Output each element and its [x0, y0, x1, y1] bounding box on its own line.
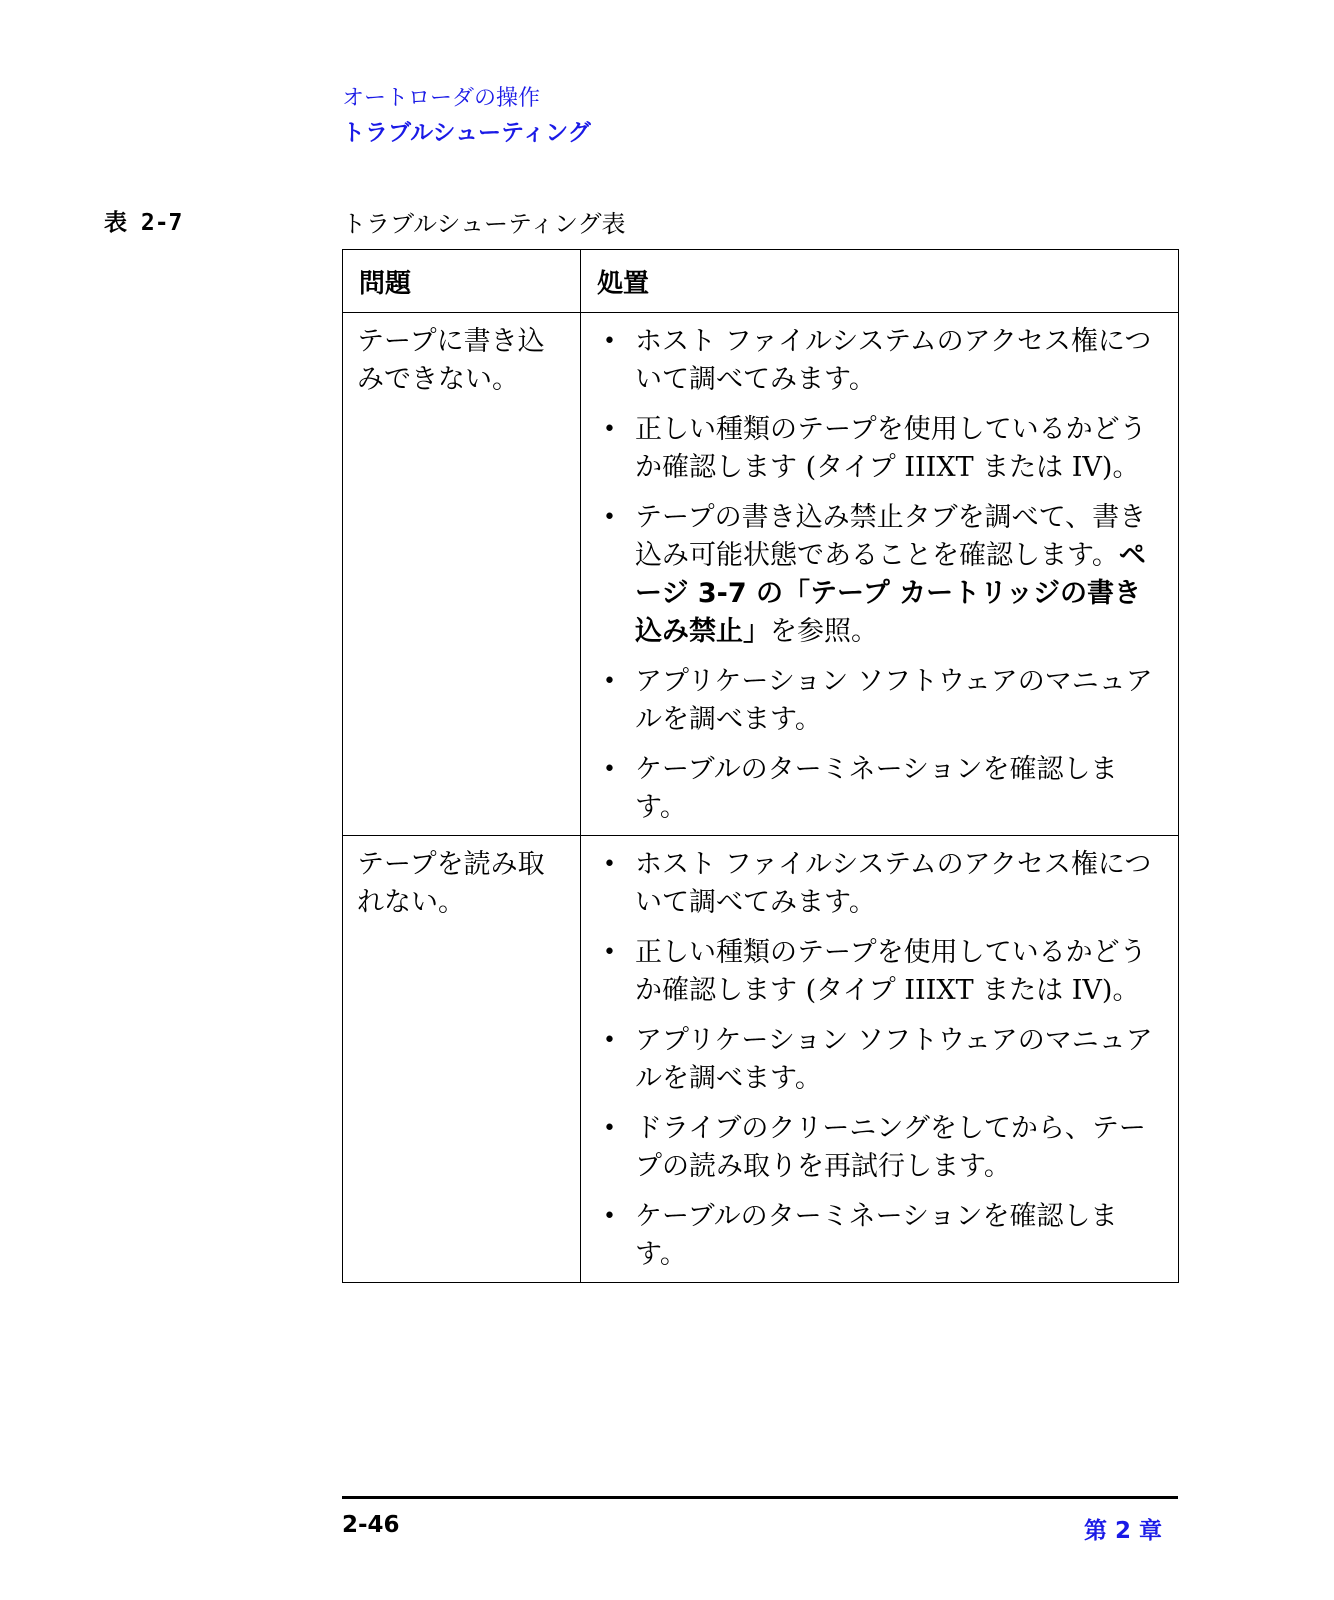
action-column-header: 処置 [581, 250, 1179, 313]
bullet-icon: • [603, 505, 616, 530]
bullet-icon: • [603, 1116, 616, 1141]
chapter-title[interactable]: オートローダの操作 [342, 86, 541, 111]
action-text: ホスト ファイルシステムのアクセス権について調べてみます。 [635, 326, 1152, 395]
cross-reference-link[interactable]: ページ 3-7 の「テープ カートリッジの書き込み禁止」 [635, 540, 1146, 647]
action-text: 正しい種類のテープを使用しているかどうか確認します (タイプ IIIXT または IV)。 [635, 414, 1147, 483]
problem-column-header: 問題 [343, 250, 581, 313]
table-row-read-failure [343, 836, 1179, 1283]
action-text: テープの書き込み禁止タブを調べて、書き込み可能状態であることを確認します。 [635, 502, 1147, 571]
action-text: アプリケーション ソフトウェアのマニュアルを調べます。 [635, 1025, 1153, 1094]
action-item [591, 1110, 1166, 1186]
table-caption: トラブルシューティング表 [342, 210, 626, 238]
action-item [591, 934, 1166, 1010]
bullet-icon: • [603, 669, 616, 694]
running-header [342, 82, 591, 150]
action-text: ケーブルのターミネーションを確認します。 [635, 754, 1118, 823]
action-text: ケーブルのターミネーションを確認します。 [635, 1201, 1118, 1270]
action-item [591, 499, 1166, 651]
table-row-write-failure [343, 313, 1179, 836]
action-list [591, 846, 1166, 1274]
table-number: 表 2-7 [104, 210, 183, 236]
actions-cell [581, 313, 1179, 836]
troubleshooting-table [342, 249, 1179, 1283]
action-list [591, 323, 1166, 827]
action-item [591, 323, 1166, 399]
actions-cell [581, 836, 1179, 1283]
action-text: ホスト ファイルシステムのアクセス権について調べてみます。 [635, 849, 1152, 918]
action-item [591, 751, 1166, 827]
bullet-icon: • [603, 852, 616, 877]
problem-cell: テープに書き込みできない。 [343, 313, 581, 836]
action-text-suffix: を参照。 [770, 616, 878, 647]
bullet-icon: • [603, 940, 616, 965]
action-item [591, 1022, 1166, 1098]
action-text: ドライブのクリーニングをしてから、テープの読み取りを再試行します。 [635, 1113, 1146, 1182]
page-number: 2-46 [342, 1512, 400, 1538]
bullet-icon: • [603, 1028, 616, 1053]
footer-divider [342, 1496, 1178, 1499]
bullet-icon: • [603, 1204, 616, 1229]
action-item [591, 1198, 1166, 1274]
action-item [591, 411, 1166, 487]
problem-cell: テープを読み取れない。 [343, 836, 581, 1283]
bullet-icon: • [603, 757, 616, 782]
action-text: 正しい種類のテープを使用しているかどうか確認します (タイプ IIIXT または IV)。 [635, 937, 1147, 1006]
action-item [591, 846, 1166, 922]
bullet-icon: • [603, 329, 616, 354]
action-text: アプリケーション ソフトウェアのマニュアルを調べます。 [635, 666, 1153, 735]
bullet-icon: • [603, 417, 616, 442]
action-item [591, 663, 1166, 739]
chapter-number[interactable]: 第 2 章 [1083, 1518, 1162, 1544]
section-title[interactable]: トラブルシューティング [342, 120, 591, 146]
table-header-row [343, 250, 1179, 313]
